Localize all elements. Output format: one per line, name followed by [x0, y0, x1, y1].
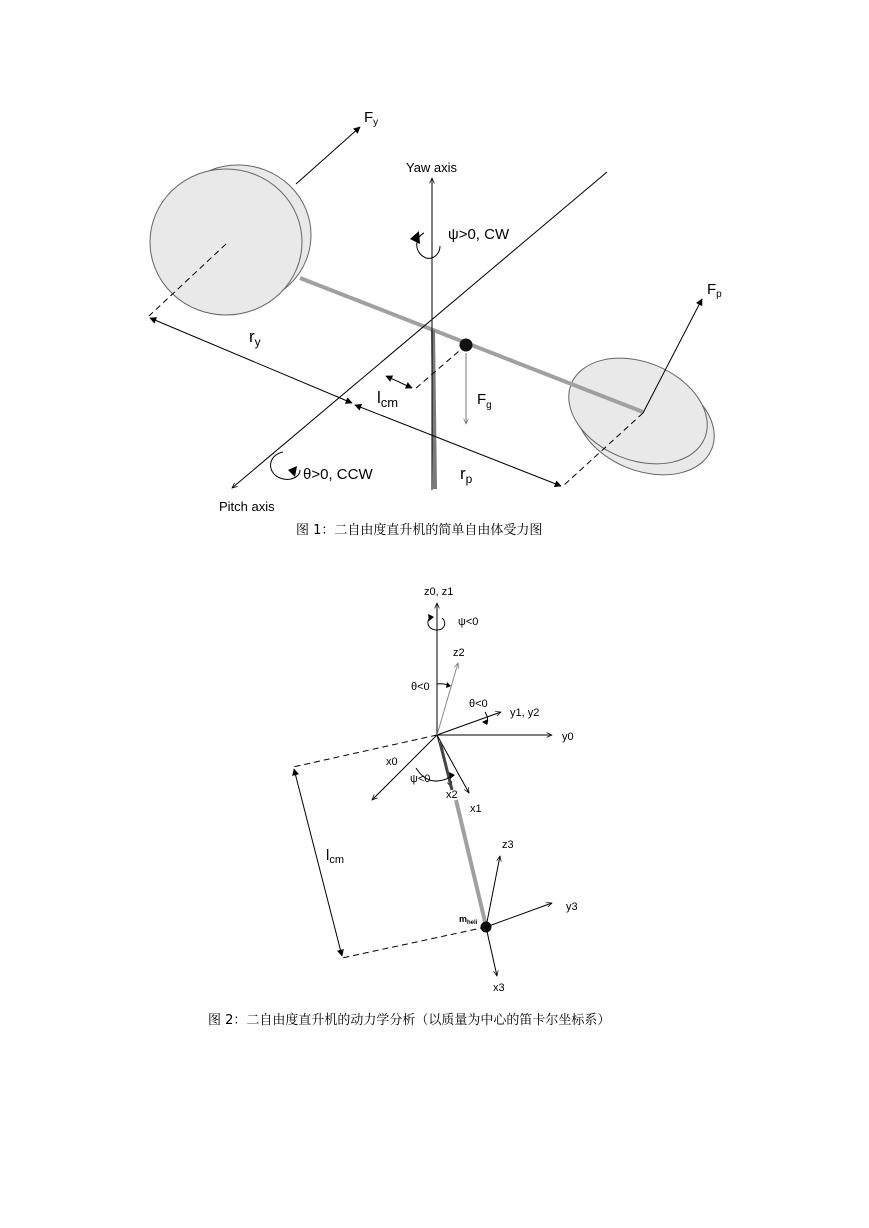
mheli-label: $m_{heli}$ [459, 914, 478, 926]
y1y2-label: y1, y2 [510, 707, 540, 719]
lcm-label-2: $l_{cm}$ [326, 847, 345, 866]
pitch-axis-label: Pitch axis [219, 499, 275, 514]
lcm-dimension [386, 376, 412, 388]
fp-label: $F_p$ [707, 281, 722, 300]
theta-left-label: θ<0 [411, 681, 430, 693]
y3-label: y3 [566, 901, 578, 913]
rp-label: $r_p$ [460, 464, 473, 486]
y1-axis [437, 712, 501, 735]
z2-axis [437, 663, 458, 735]
psi-top-label: ψ<0 [458, 616, 479, 628]
psi-direction-label: ψ>0, CW [448, 226, 510, 243]
theta-direction-label: θ>0, CCW [303, 466, 373, 483]
x2-label: x2 [446, 789, 458, 801]
psi-rotation-icon [417, 233, 440, 258]
x0-label: x0 [386, 756, 398, 768]
yaw-axis-label: Yaw axis [406, 160, 458, 175]
z0z1-label: z0, z1 [424, 586, 454, 598]
lcm-dash [415, 345, 466, 389]
beam-dark-segment [440, 742, 452, 790]
x3-axis [486, 927, 497, 976]
x1-label: x1 [470, 803, 482, 815]
x0-axis [372, 735, 437, 800]
support-post [433, 330, 435, 489]
psi-bottom-label: ψ<0 [410, 773, 431, 785]
ry-label: $r_y$ [249, 327, 261, 349]
z3-label: z3 [502, 839, 514, 851]
y3-axis [486, 903, 552, 927]
figure-2-caption: 图 2：二自由度直升机的动力学分析（以质量为中心的笛卡尔坐标系） [208, 1013, 611, 1028]
x3-label: x3 [493, 982, 505, 994]
figure-2 [293, 586, 578, 994]
figure-1 [149, 109, 730, 514]
pitch-rotor [553, 339, 730, 495]
fg-label: $F_g$ [477, 391, 492, 411]
y0-label: y0 [562, 731, 574, 743]
lcm-dash-bottom [342, 927, 486, 958]
figure-1-caption: 图 1：二自由度直升机的简单自由体受力图 [296, 523, 543, 538]
z2-label: z2 [453, 647, 465, 659]
lcm-dash-top [293, 735, 437, 767]
fy-label: $F_y$ [364, 109, 379, 128]
force-fy-arrow [296, 127, 360, 184]
z3-axis [486, 856, 500, 927]
center-of-mass [460, 339, 473, 352]
rp-dimension [355, 405, 561, 486]
lcm-label: $l_{cm}$ [377, 388, 399, 410]
theta-right-label: θ<0 [469, 698, 488, 710]
beam-grey-segment [456, 800, 486, 926]
theta-rotation-icon [271, 452, 300, 479]
